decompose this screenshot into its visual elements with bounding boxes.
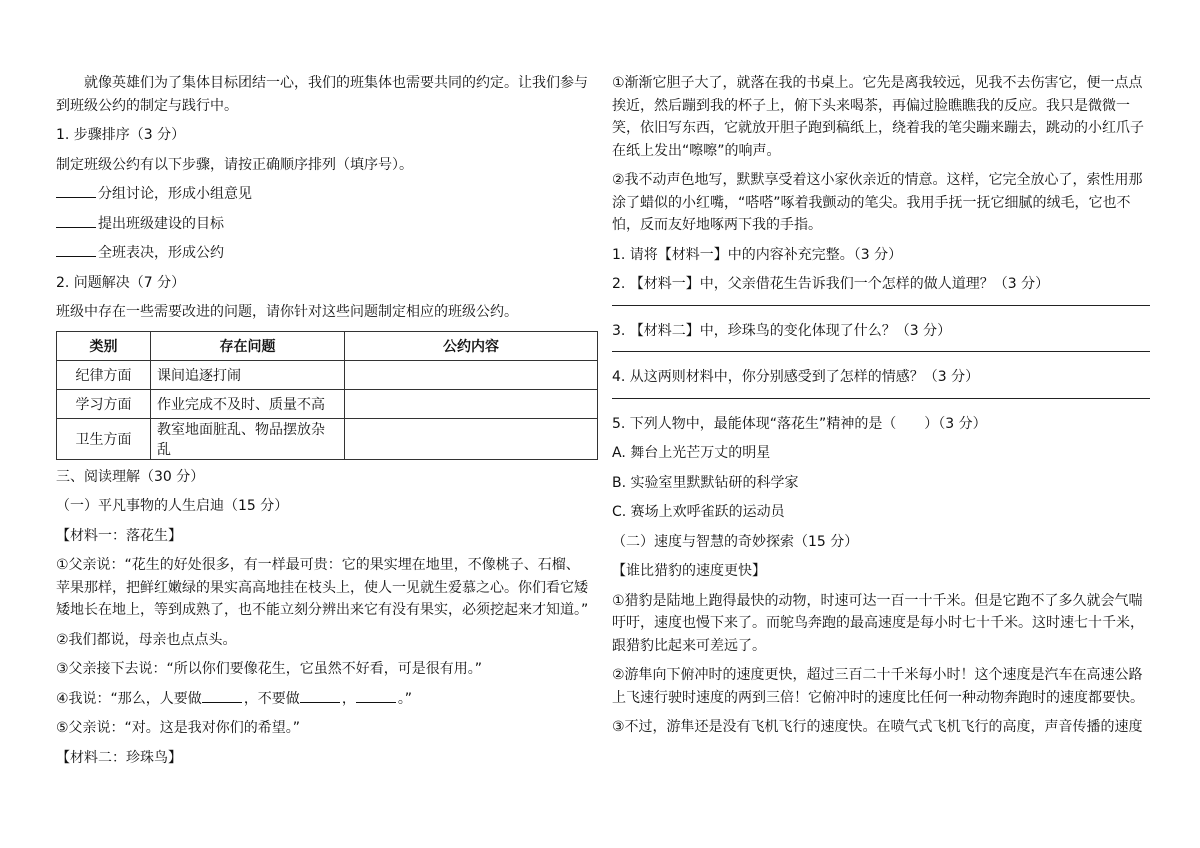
part-1-heading: （一）平凡事物的人生启迪（15 分） [56, 498, 289, 514]
table-cell-category: 学习方面 [57, 389, 151, 418]
answer-line[interactable] [612, 350, 1150, 352]
reading-question-3: 3. 【材料二】中，珍珠鸟的变化体现了什么？（3 分） [612, 322, 952, 339]
part-2-heading: （二）速度与智慧的奇妙探索（15 分） [612, 533, 859, 550]
question-1-instruction: 制定班级公约有以下步骤，请按正确顺序排列（填序号）。 [56, 156, 413, 173]
right-column [612, 72, 1150, 746]
speed-paragraph: ②游隼向下俯冲时的速度更快，超过三百二十千米每小时！这个速度是汽车在高速公路上飞速行驶时速度的两到三倍！它俯冲时的速度比任何一种动物奔跑时的速度都要快。 [612, 667, 1144, 706]
option-a[interactable]: A. 舞台上光芒万丈的明星 [612, 445, 771, 461]
table-row [57, 389, 598, 418]
option-b[interactable]: B. 实验室里默默钻研的科学家 [612, 474, 799, 491]
table-header: 类别 [57, 331, 151, 360]
left-column [56, 72, 592, 776]
answer-blank[interactable] [56, 183, 96, 198]
answer-blank[interactable] [356, 688, 396, 703]
question-2-title: 2. 问题解决（7 分） [56, 274, 186, 291]
reading-question-1: 1. 请将【材料一】中的内容补充完整。（3 分） [612, 246, 903, 263]
table-cell-category: 卫生方面 [57, 418, 151, 459]
table-row [57, 360, 598, 389]
option-c[interactable]: C. 赛场上欢呼雀跃的运动员 [612, 504, 785, 520]
material-2-paragraph: ②我不动声色地写，默默享受着这小家伙亲近的情意。这样，它完全放心了，索性用那涂了蜡似的小红嘴，“嗒嗒”啄着我颤动的笔尖。我用手抚一抚它细腻的绒毛，它也不怕，反而友好地啄两下我的手指。 [612, 172, 1143, 233]
class-rules-table [56, 331, 598, 460]
material-2-title: 【材料二：珍珠鸟】 [56, 749, 182, 766]
answer-blank[interactable] [56, 242, 96, 257]
step-item: 提出班级建设的目标 [56, 213, 592, 236]
intro-paragraph: 就像英雄们为了集体目标团结一心，我们的班集体也需要共同的约定。让我们参与到班级公约的制定与践行中。 [56, 75, 588, 114]
step-item: 分组讨论，形成小组意见 [56, 183, 592, 206]
question-2-instruction: 班级中存在一些需要改进的问题，请你针对这些问题制定相应的班级公约。 [56, 304, 518, 320]
answer-line[interactable] [612, 397, 1150, 399]
material-2-paragraph: ①渐渐它胆子大了，就落在我的书桌上。它先是离我较远，见我不去伤害它，便一点点挨近，然后蹦到我的杯子上，俯下头来喝茶，再偏过脸瞧瞧我的反应。我只是微微一笑，依旧写东西，它就放开胆子跑到稿纸上，绕着我的笔尖蹦来蹦去，跳动的小红爪子在纸上发出“嚓嚓”的响声。 [612, 75, 1144, 159]
reading-question-4: 4. 从这两则材料中，你分别感受到了怎样的情感？（3 分） [612, 369, 980, 385]
table-cell-problem: 教室地面脏乱、物品摆放杂乱 [151, 418, 345, 459]
table-cell-rule[interactable] [345, 360, 598, 389]
table-cell-category: 纪律方面 [57, 360, 151, 389]
table-cell-problem: 作业完成不及时、质量不高 [151, 389, 345, 418]
reading-question-2: 2. 【材料一】中，父亲借花生告诉我们一个怎样的做人道理？（3 分） [612, 276, 1050, 292]
question-1-title: 1. 步骤排序（3 分） [56, 127, 186, 143]
step-item: 全班表决，形成公约 [56, 242, 592, 265]
material-1-paragraph: ①父亲说：“花生的好处很多，有一样最可贵：它的果实埋在地里，不像桃子、石榴、苹果那样，把鲜红嫩绿的果实高高地挂在枝头上，使人一见就生爱慕之心。你们看它矮矮地长在地上，等到成熟了，也不能立刻分辨出来它有没有果实，必须挖起来才知道。” [56, 557, 589, 618]
speed-paragraph: ③不过，游隼还是没有飞机飞行的速度快。在喷气式飞机飞行的高度，声音传播的速度 [612, 719, 1143, 735]
speed-paragraph: ①猎豹是陆地上跑得最快的动物，时速可达一百一十千米。但是它跑不了多久就会气喘吁吁，速度也慢下来了。而鸵鸟奔跑的最高速度是每小时七十千米。这时速七十千米，跟猎豹比起来可差远了。 [612, 592, 1144, 654]
answer-blank[interactable] [56, 213, 96, 228]
table-header: 公约内容 [345, 331, 598, 360]
answer-line[interactable] [612, 304, 1150, 306]
answer-blank[interactable] [202, 688, 242, 703]
answer-blank[interactable] [300, 688, 340, 703]
material-1-paragraph: ⑤父亲说：“对。这是我对你们的希望。” [56, 720, 301, 736]
table-header-row [57, 331, 598, 360]
material-1-title: 【材料一：落花生】 [56, 527, 182, 544]
material-1-paragraph: ②我们都说，母亲也点点头。 [56, 631, 237, 648]
material-1-fill-paragraph: ④我说：“那么，人要做 ，不要做 ， 。” [56, 688, 592, 711]
speed-article-title: 【谁比猎豹的速度更快】 [612, 563, 766, 579]
section-3-heading: 三、阅读理解（30 分） [56, 468, 205, 485]
table-cell-rule[interactable] [345, 418, 598, 459]
table-row [57, 418, 598, 459]
table-cell-rule[interactable] [345, 389, 598, 418]
material-1-paragraph: ③父亲接下去说：“所以你们要像花生，它虽然不好看，可是很有用。” [56, 661, 483, 677]
table-header: 存在问题 [151, 331, 345, 360]
reading-question-5: 5. 下列人物中，最能体现“落花生”精神的是（ ）（3 分） [612, 415, 987, 432]
table-cell-problem: 课间追逐打闹 [151, 360, 345, 389]
